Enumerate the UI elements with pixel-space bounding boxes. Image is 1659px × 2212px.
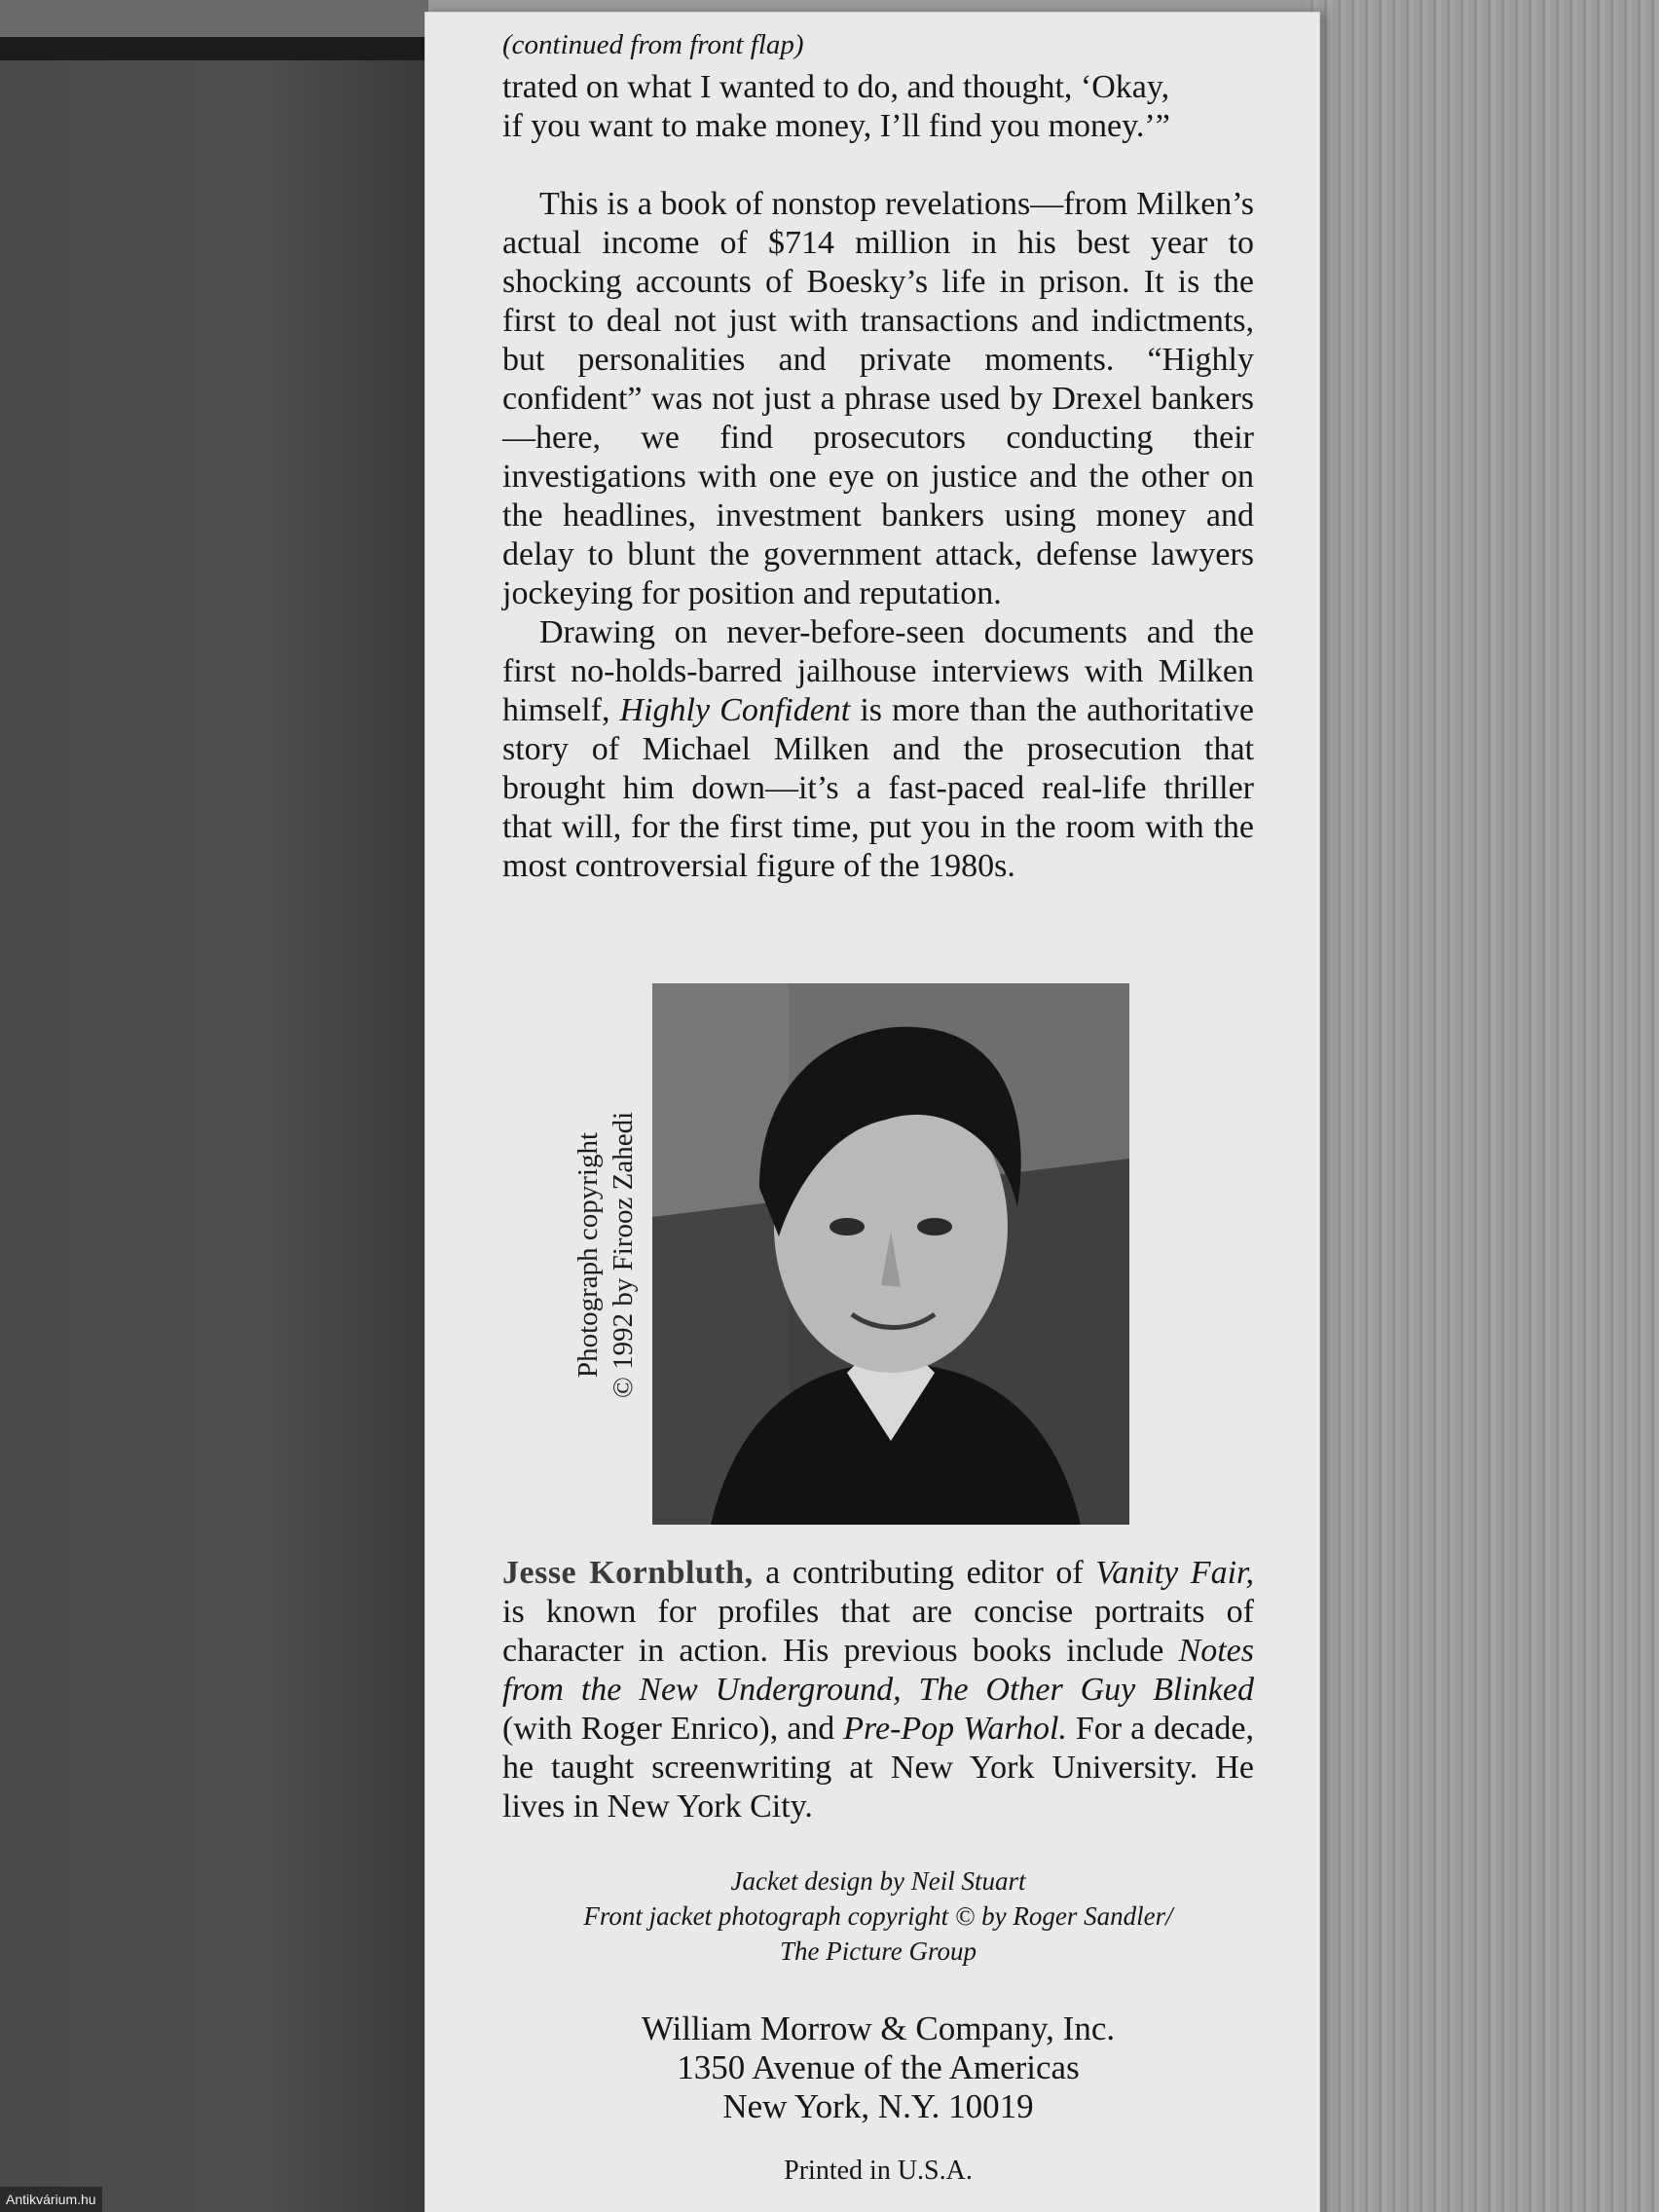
back-flap [424,12,1320,2212]
printed-in: Printed in U.S.A. [784,2156,973,2186]
book-title: Highly Confident [619,692,851,728]
front-photo-credit-2: The Picture Group [780,1936,977,1966]
description [502,185,1254,886]
publisher-address: 1350 Avenue of the Americas [677,2048,1080,2086]
bio-text-4: For a decade, he taught screenwriting at New York University. He lives in New York City. [502,1711,1255,1825]
photo-credit-line-2: © 1992 by Firooz Zahedi [608,1111,639,1399]
author-bio [502,1554,1254,1826]
bio-text-1: a contributing editor of [753,1555,1096,1591]
bio-text-3: (with Roger Enrico), and [502,1711,844,1747]
publisher-block [502,2009,1254,2126]
publisher-city: New York, N.Y. 10019 [722,2087,1034,2125]
magazine-title: Vanity Fair, [1095,1555,1254,1591]
description-paragraph-2 [502,613,1254,886]
para2-start: Drawing on never-before-seen documents and the first no-holds-barred jailhouse interviews with Milken himself, [502,614,1254,728]
bio-text-2: is known for profiles that are concise portraits of character in action. His previous books include [502,1594,1254,1669]
photo-credit [571,984,652,1526]
watermark: Antikvárium.hu [0,2187,102,2212]
author-name: Jesse Kornbluth, [502,1555,754,1591]
lead-line-1: trated on what I wanted to do, and thought, ‘Okay, [502,69,1170,105]
author-photo [652,983,1129,1525]
book-spine-strip [0,37,428,60]
jacket-design-credit: Jacket design by Neil Stuart [730,1866,1026,1896]
book-top-edge [0,0,428,37]
book-cover-board [0,0,428,2212]
photo-credit-line-1: Photograph copyright [572,1131,604,1379]
continued-note: (continued from front flap) [502,29,804,60]
publisher-name: William Morrow & Company, Inc. [641,2009,1116,2047]
previous-books: Notes from the New Underground, The Other Guy Blinked [502,1633,1254,1708]
author-portrait-image [652,983,1129,1525]
background-surface [1305,0,1659,2212]
front-photo-credit-1: Front jacket photograph copyright © by Roger Sandler/ [583,1901,1173,1931]
previous-book-2: Pre-Pop Warhol. [843,1711,1067,1747]
para2-end: is more than the authoritative story of Michael Milken and the prosecution that brought him down—it’s a fast-paced real-life thriller that will, for the first time, put you in the room with the most controversial figure of the 1980s. [502,692,1255,884]
lead-text [502,68,1254,146]
jacket-credits [502,1863,1254,1969]
lead-line-2: if you want to make money, I’ll find you money.’” [502,108,1170,144]
description-paragraph-1: This is a book of nonstop revelations—from Milken’s actual income of $714 million in his best year to shocking accounts of Boesky’s life in prison. It is the first to deal not just with transactions and indictments, but personalities and private moments. “Highly confident” was not just a phrase used by Drexel bankers—here, we find prosecutors conducting their investigations with one eye on justice and the other on the headlines, investment bankers using money and delay to blunt the government attack, defense lawyers jockeying for position and reputation. [502,186,1254,611]
